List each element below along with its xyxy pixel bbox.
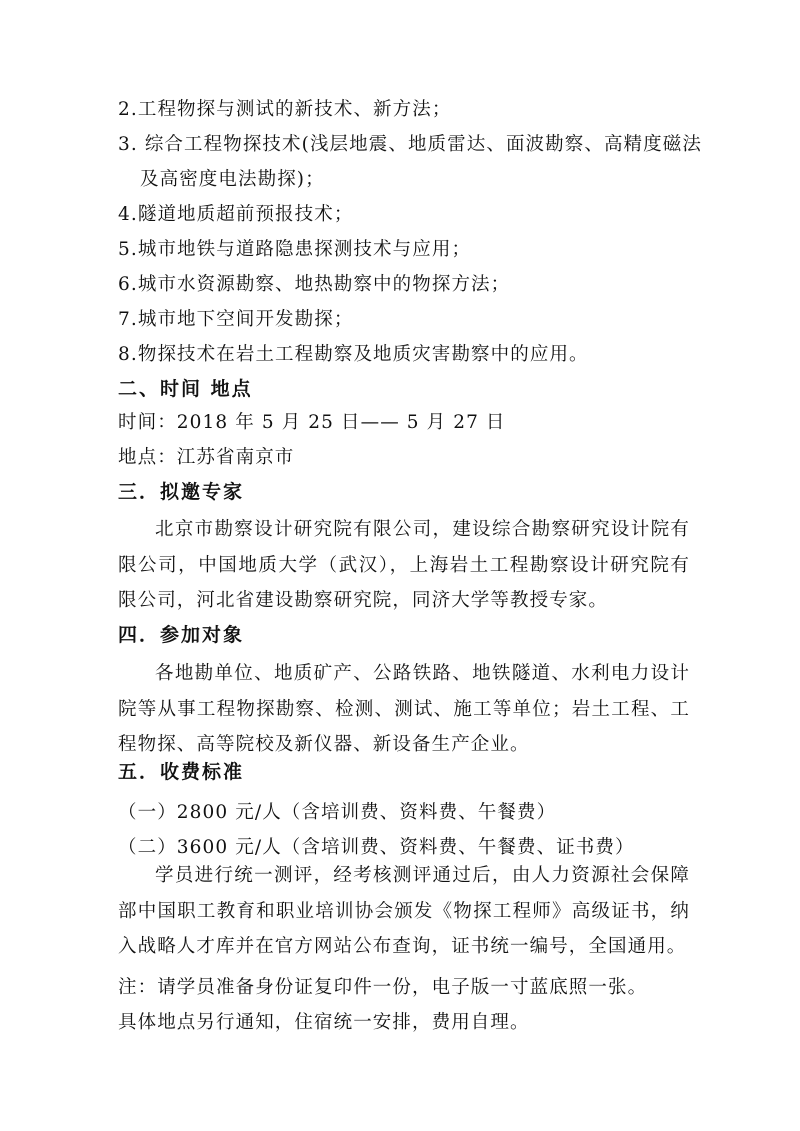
note-line: 注：请学员准备身份证复印件一份，电子版一寸蓝底照一张。 <box>118 977 648 998</box>
section-heading-experts: 三．拟邀专家 <box>118 481 245 503</box>
list-item-6: 6.城市水资源勘察、地热勘察中的物探方法； <box>118 274 511 295</box>
certificate-paragraph: 学员进行统一测评，经考核测评通过后，由人力资源社会保障部中国职工教育和职业培训协会颁发《物探工程师》高级证书，纳入战略人才库并在官方网站公布查询，证书统一编号，全国通用。 <box>118 865 690 957</box>
list-item-3: 3. 综合工程物探技术(浅层地震、地质雷达、面波勘察、高精度磁法 <box>118 134 702 155</box>
section-heading-fees: 五．收费标准 <box>118 761 245 783</box>
list-item-5: 5.城市地铁与道路隐患探测技术与应用； <box>118 239 472 260</box>
list-item-2: 2.工程物探与测试的新技术、新方法； <box>118 99 452 120</box>
fee-option-2: （二）3600 元/人（含培训费、资料费、午餐费、证书费） <box>118 837 635 858</box>
list-item-4: 4.隧道地质超前预报技术； <box>118 204 354 225</box>
fee-option-1: （一）2800 元/人（含培训费、资料费、午餐费） <box>118 802 557 823</box>
experts-paragraph: 北京市勘察设计研究院有限公司，建设综合勘察研究设计院有限公司，中国地质大学（武汉），上海岩土工程勘察设计研究院有限公司，河北省建设勘察研究院，同济大学等教授专家。 <box>118 519 690 611</box>
section-heading-participants: 四．参加对象 <box>118 624 245 646</box>
event-time: 时间：2018 年 5 月 25 日—— 5 月 27 日 <box>118 412 506 433</box>
lodging-line: 具体地点另行通知，住宿统一安排，费用自理。 <box>118 1012 530 1033</box>
list-item-8: 8.物探技术在岩土工程勘察及地质灾害勘察中的应用。 <box>118 344 589 365</box>
list-item-3-continued: 及高密度电法勘探)； <box>140 169 325 190</box>
participants-paragraph: 各地勘单位、地质矿产、公路铁路、地铁隧道、水利电力设计院等从事工程物探勘察、检测、测试、施工等单位；岩土工程、工程物探、高等院校及新仪器、新设备生产企业。 <box>118 663 690 755</box>
event-place: 地点：江苏省南京市 <box>118 447 295 468</box>
list-item-7: 7.城市地下空间开发勘探； <box>118 309 354 330</box>
section-heading-time-place: 二、时间 地点 <box>118 378 253 400</box>
